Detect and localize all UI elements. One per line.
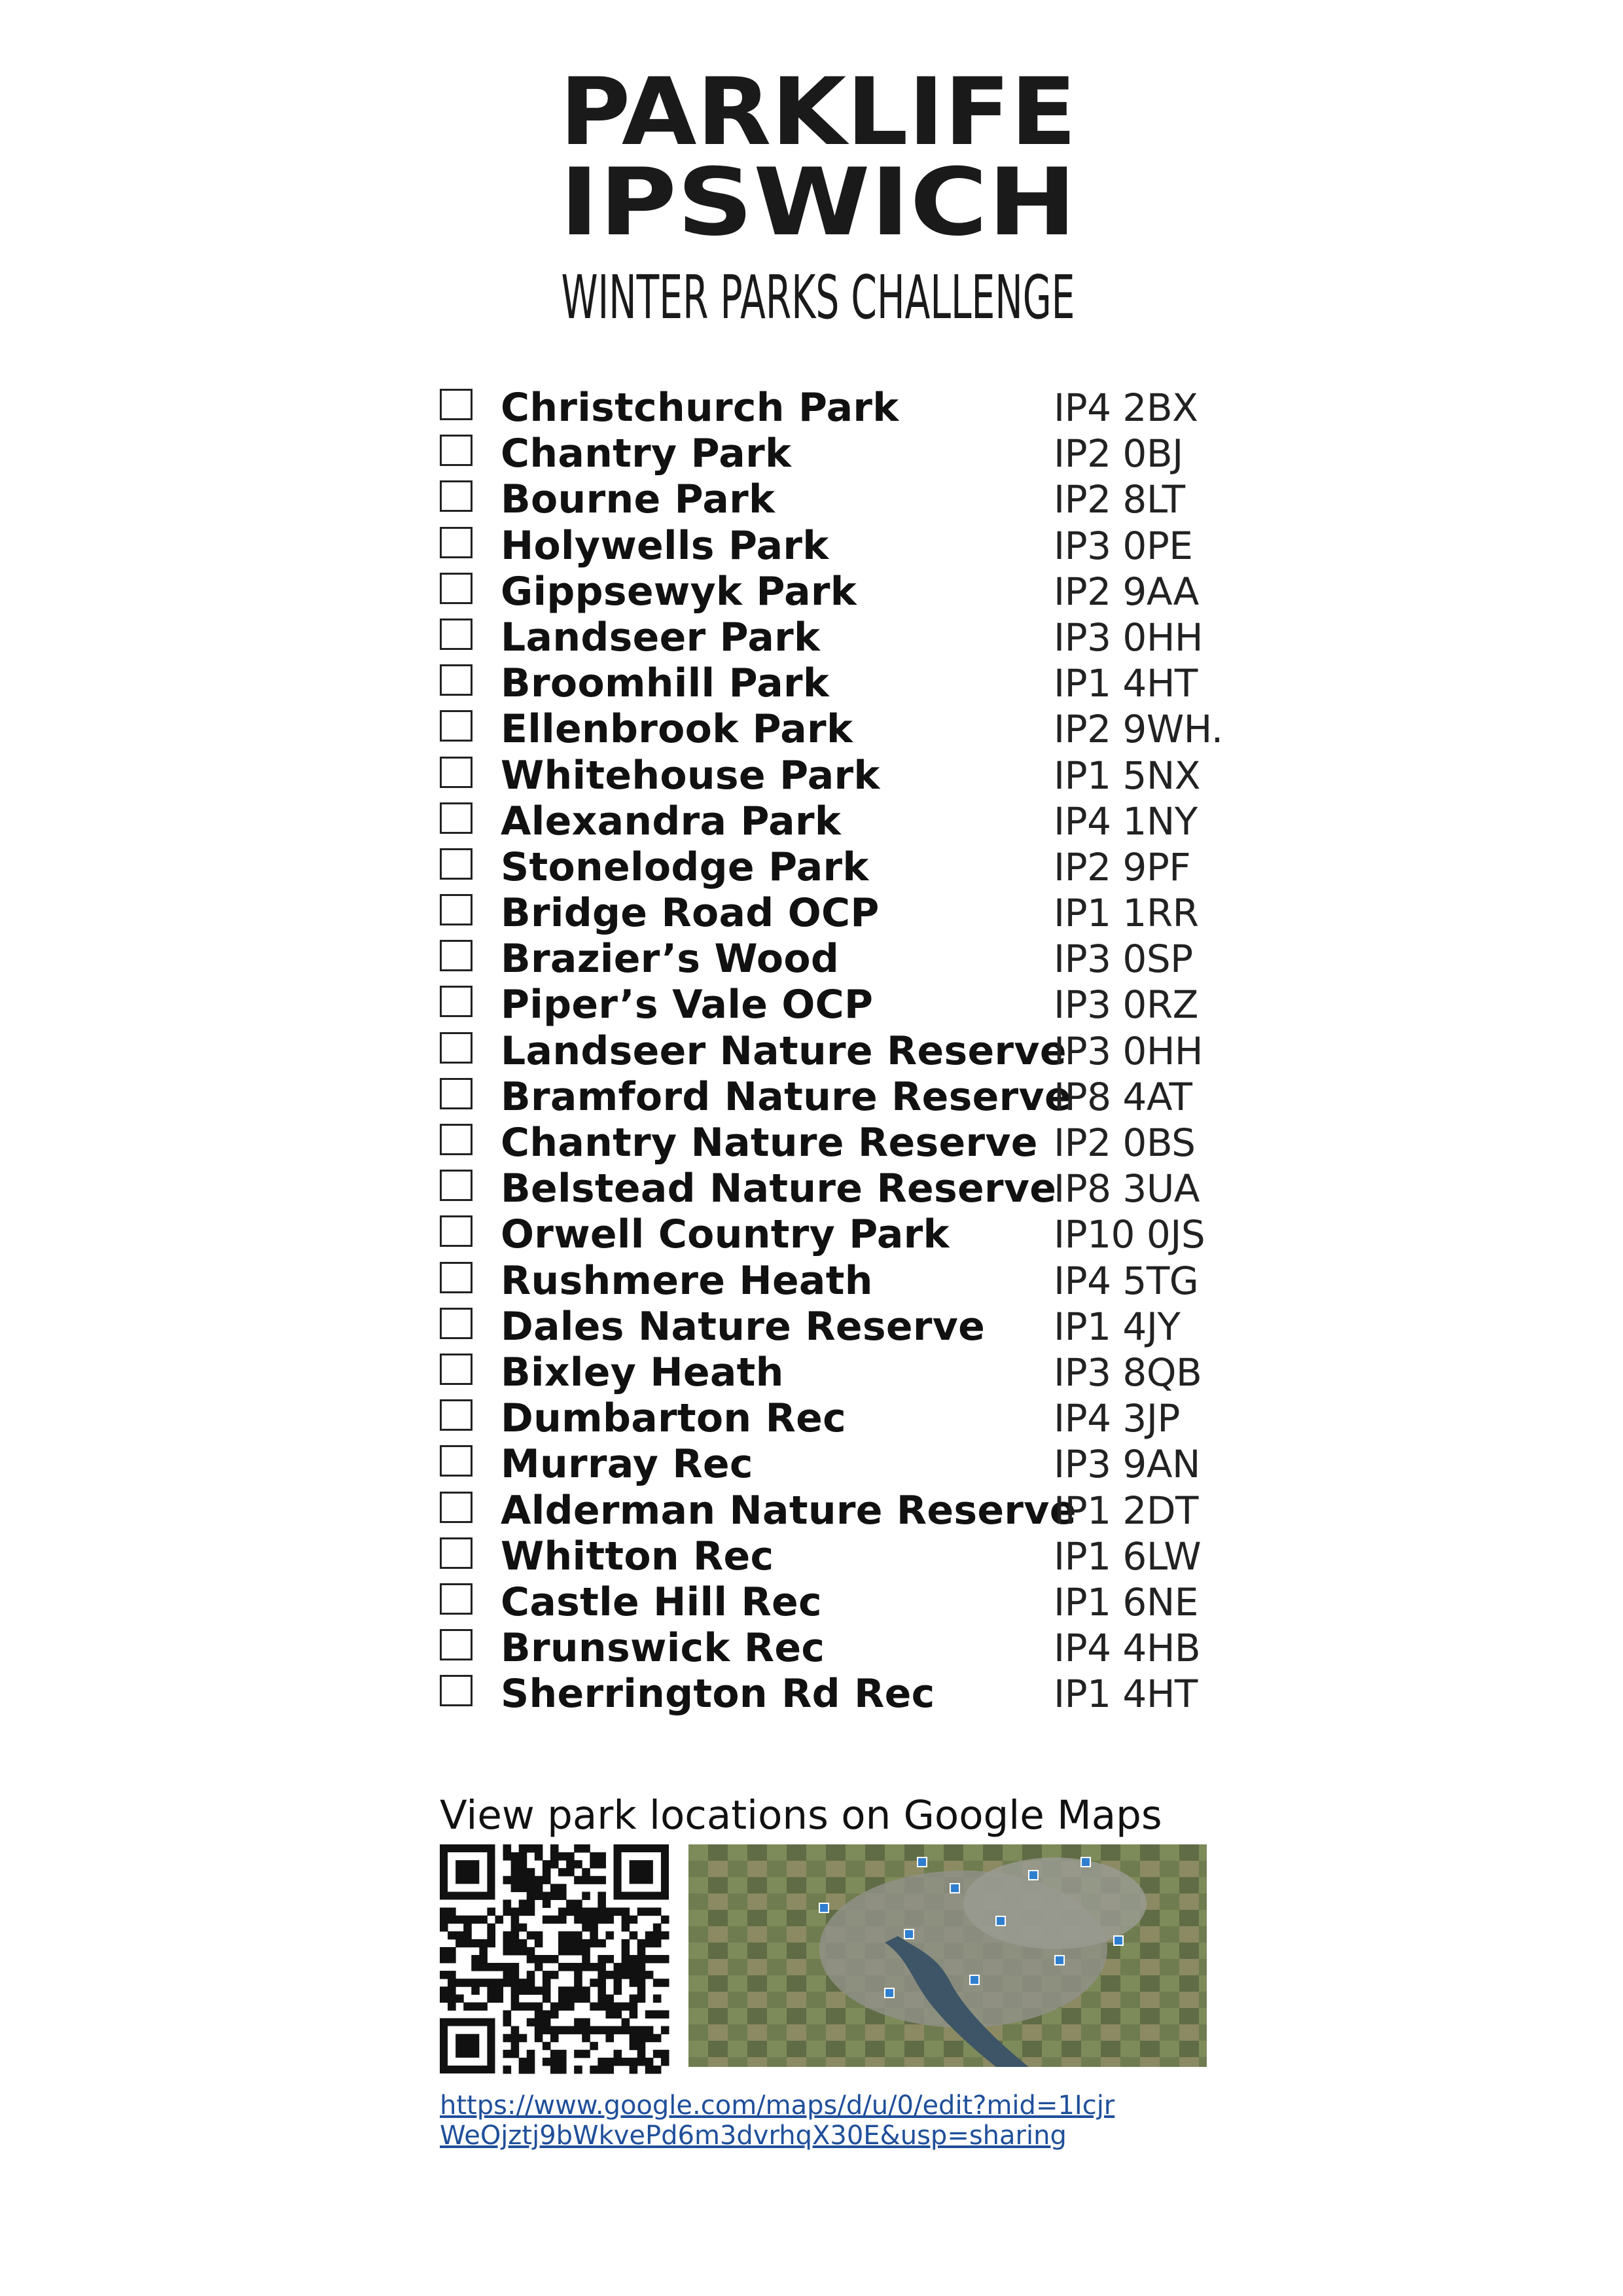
- park-checkbox[interactable]: [440, 848, 473, 880]
- park-checkbox[interactable]: [440, 894, 473, 925]
- logo-line-2: IPSWICH: [560, 149, 1077, 257]
- park-postcode: IP2 8LT: [1054, 477, 1185, 522]
- park-checkbox[interactable]: [440, 1124, 473, 1155]
- park-name: Broomhill Park: [501, 660, 830, 707]
- park-row: [440, 706, 1264, 752]
- park-row: [440, 1074, 1264, 1120]
- park-checkbox[interactable]: [440, 527, 473, 558]
- park-name: Brazier’s Wood: [501, 936, 840, 982]
- park-name: Stonelodge Park: [501, 844, 869, 890]
- park-row: [440, 1579, 1264, 1625]
- park-name: Castle Hill Rec: [501, 1579, 822, 1625]
- park-checkbox[interactable]: [440, 1629, 473, 1660]
- maps-link[interactable]: [440, 2090, 1225, 2151]
- park-postcode: IP2 9AA: [1054, 569, 1199, 614]
- logo-subtitle: WINTER PARKS CHALLENGE: [561, 262, 1075, 332]
- park-postcode: IP8 4AT: [1054, 1074, 1192, 1119]
- park-postcode: IP3 8QB: [1054, 1350, 1202, 1395]
- park-postcode: IP2 0BJ: [1054, 431, 1183, 476]
- park-name: Rushmere Heath: [501, 1257, 873, 1304]
- park-checkbox[interactable]: [440, 573, 473, 604]
- park-checkbox[interactable]: [440, 1262, 473, 1293]
- park-postcode: IP2 9PF: [1054, 844, 1191, 889]
- park-name: Dumbarton Rec: [501, 1395, 846, 1442]
- park-postcode: IP1 2DT: [1054, 1488, 1198, 1533]
- park-name: Bourne Park: [501, 476, 776, 523]
- park-postcode: IP8 3UA: [1054, 1166, 1200, 1211]
- park-postcode: IP3 0SP: [1054, 937, 1193, 982]
- park-row: [440, 615, 1264, 660]
- parklife-ipswich-logo: [556, 58, 1080, 332]
- park-checklist: [440, 385, 1264, 1717]
- park-checkbox[interactable]: [440, 1583, 473, 1615]
- park-postcode: IP1 6NE: [1054, 1579, 1198, 1624]
- park-name: Ellenbrook Park: [501, 706, 853, 753]
- park-name: Landseer Park: [501, 614, 821, 660]
- park-checkbox[interactable]: [440, 435, 473, 466]
- maps-link-line-1[interactable]: https://www.google.com/maps/d/u/0/edit?mid=1Icjr: [440, 2090, 1115, 2121]
- park-row: [440, 660, 1264, 706]
- park-checkbox[interactable]: [440, 986, 473, 1017]
- park-name: Chantry Park: [501, 431, 792, 477]
- qr-code: [440, 1844, 669, 2073]
- park-row: [440, 890, 1264, 936]
- park-row: [440, 844, 1264, 890]
- park-row: [440, 1120, 1264, 1166]
- park-postcode: IP1 6LW: [1054, 1534, 1202, 1579]
- park-postcode: IP1 4JY: [1054, 1304, 1181, 1349]
- park-name: Murray Rec: [501, 1441, 753, 1488]
- park-checkbox[interactable]: [440, 1308, 473, 1339]
- park-row: [440, 982, 1264, 1028]
- park-name: Bridge Road OCP: [501, 890, 880, 937]
- park-row: [440, 1488, 1264, 1534]
- park-postcode: IP3 0HH: [1054, 615, 1204, 660]
- park-name: Whitehouse Park: [501, 752, 880, 798]
- park-row: [440, 1441, 1264, 1487]
- park-checkbox[interactable]: [440, 1492, 473, 1523]
- park-row: [440, 1211, 1264, 1257]
- park-row: [440, 1166, 1264, 1211]
- park-postcode: IP3 0HH: [1054, 1028, 1204, 1073]
- park-checkbox[interactable]: [440, 389, 473, 420]
- park-checkbox[interactable]: [440, 1675, 473, 1706]
- park-checkbox[interactable]: [440, 710, 473, 742]
- park-checkbox[interactable]: [440, 1354, 473, 1385]
- park-name: Dales Nature Reserve: [501, 1303, 986, 1350]
- park-row: [440, 1395, 1264, 1441]
- qr-finder-pattern: [440, 1844, 495, 1899]
- park-checkbox[interactable]: [440, 940, 473, 971]
- park-row: [440, 1028, 1264, 1074]
- park-name: Orwell Country Park: [501, 1211, 950, 1258]
- qr-finder-pattern: [440, 2018, 495, 2073]
- park-name: Brunswick Rec: [501, 1625, 825, 1672]
- park-name: Gippsewyk Park: [501, 568, 857, 615]
- park-row: [440, 1625, 1264, 1671]
- park-postcode: IP4 2BX: [1054, 386, 1198, 430]
- park-row: [440, 385, 1264, 431]
- park-postcode: IP1 4HT: [1054, 1672, 1198, 1717]
- park-checkbox[interactable]: [440, 1537, 473, 1569]
- park-name: Bixley Heath: [501, 1349, 784, 1395]
- park-postcode: IP4 5TG: [1054, 1258, 1199, 1303]
- park-name: Holywells Park: [501, 522, 829, 569]
- park-checkbox[interactable]: [440, 664, 473, 696]
- park-name: Belstead Nature Reserve: [501, 1166, 1057, 1212]
- park-postcode: IP1 4HT: [1054, 661, 1198, 706]
- park-row: [440, 1534, 1264, 1579]
- park-row: [440, 1350, 1264, 1395]
- map-thumbnail[interactable]: [688, 1844, 1207, 2067]
- park-name: Christchurch Park: [501, 385, 899, 431]
- park-row: [440, 753, 1264, 798]
- park-row: [440, 936, 1264, 982]
- park-name: Sherrington Rd Rec: [501, 1671, 935, 1717]
- park-row: [440, 569, 1264, 615]
- park-checkbox[interactable]: [440, 1215, 473, 1247]
- park-postcode: IP4 3JP: [1054, 1396, 1180, 1441]
- park-row: [440, 523, 1264, 569]
- qr-finder-pattern: [614, 1844, 669, 1899]
- park-name: Whitton Rec: [501, 1533, 774, 1579]
- park-name: Bramford Nature Reserve: [501, 1073, 1071, 1120]
- park-name: Chantry Nature Reserve: [501, 1120, 1038, 1166]
- park-name: Landseer Nature Reserve: [501, 1028, 1067, 1074]
- park-row: [440, 1258, 1264, 1304]
- park-postcode: IP1 1RR: [1054, 891, 1199, 936]
- maps-heading: View park locations on Google Maps: [440, 1792, 1162, 1839]
- logo-graphic: [556, 58, 1080, 332]
- park-postcode: IP4 1NY: [1054, 798, 1198, 844]
- park-checkbox[interactable]: [440, 619, 473, 650]
- park-postcode: IP10 0JS: [1054, 1212, 1205, 1257]
- park-checkbox[interactable]: [440, 1399, 473, 1431]
- park-checkbox[interactable]: [440, 757, 473, 788]
- park-checkbox[interactable]: [440, 480, 473, 512]
- park-postcode: IP2 0BS: [1054, 1121, 1196, 1165]
- park-row: [440, 476, 1264, 522]
- maps-link-line-2[interactable]: WeOjztj9bWkvePd6m3dvrhqX30E&usp=sharing: [440, 2121, 1067, 2151]
- park-name: Alderman Nature Reserve: [501, 1487, 1077, 1534]
- park-checkbox[interactable]: [440, 1078, 473, 1109]
- park-checkbox[interactable]: [440, 1170, 473, 1201]
- park-name: Piper’s Vale OCP: [501, 982, 874, 1028]
- logo-line-1: PARKLIFE: [560, 58, 1077, 166]
- satellite-map-image: [688, 1844, 1207, 2067]
- park-checkbox[interactable]: [440, 802, 473, 834]
- park-row: [440, 1671, 1264, 1717]
- park-postcode: IP4 4HB: [1054, 1626, 1201, 1671]
- park-postcode: IP3 0RZ: [1054, 982, 1198, 1028]
- park-postcode: IP2 9WH.: [1054, 707, 1223, 752]
- park-name: Alexandra Park: [501, 798, 842, 844]
- park-row: [440, 1304, 1264, 1350]
- park-postcode: IP3 9AN: [1054, 1442, 1200, 1487]
- park-checkbox[interactable]: [440, 1445, 473, 1477]
- park-postcode: IP3 0PE: [1054, 523, 1193, 568]
- qr-code-graphic: [440, 1844, 669, 2073]
- park-checkbox[interactable]: [440, 1032, 473, 1064]
- park-postcode: IP1 5NX: [1054, 753, 1200, 798]
- park-row: [440, 798, 1264, 844]
- park-row: [440, 431, 1264, 476]
